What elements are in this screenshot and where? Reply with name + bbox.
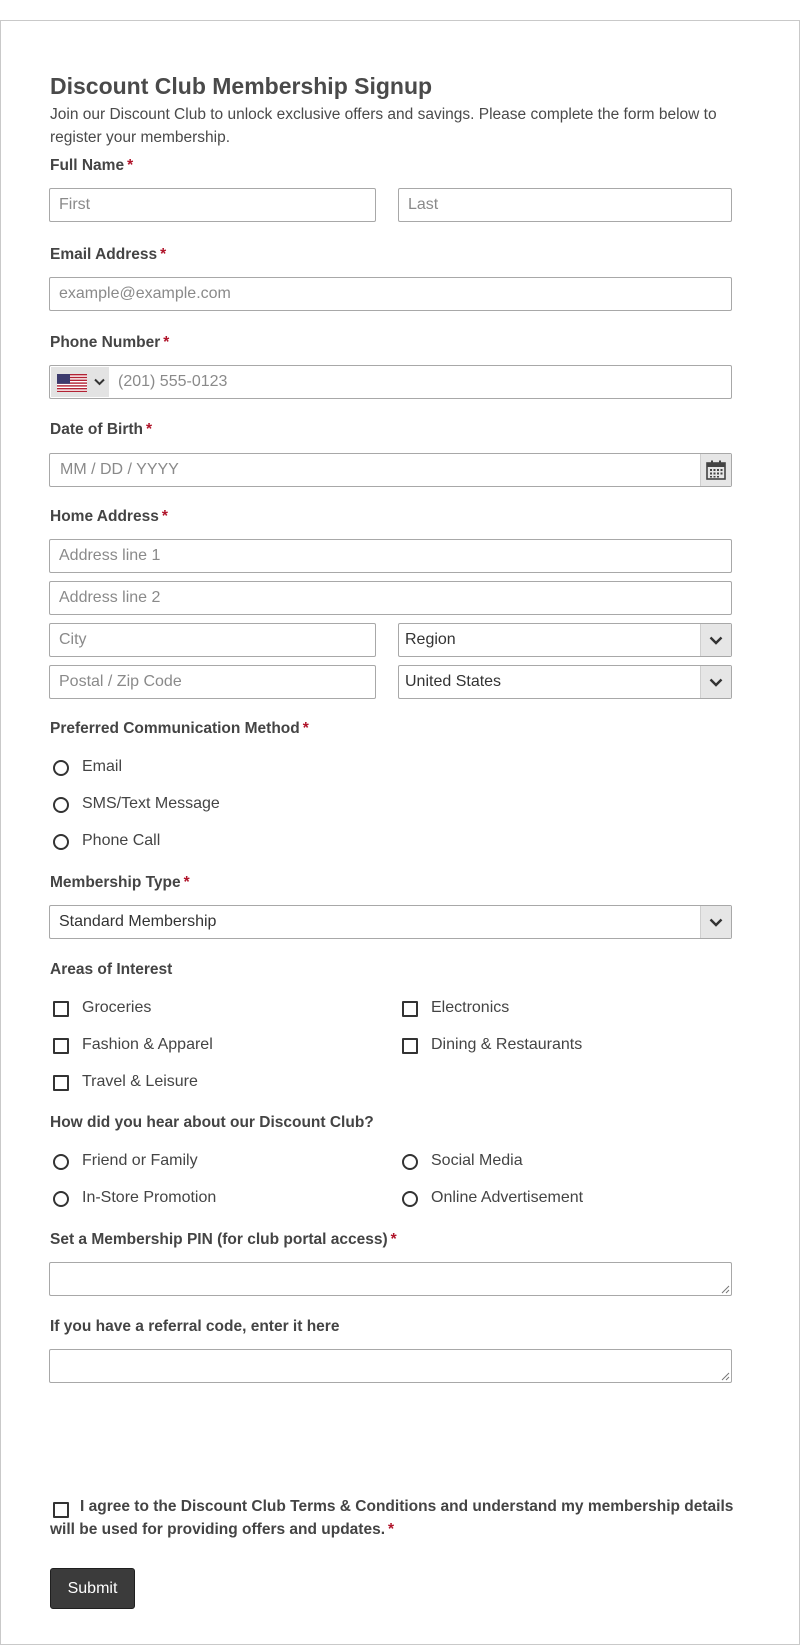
submit-button[interactable]: Submit (50, 1568, 135, 1609)
terms-checkbox[interactable] (53, 1502, 69, 1518)
referral-code-label: If you have a referral code, enter it here (50, 1318, 340, 1335)
checkbox[interactable] (402, 1001, 418, 1017)
form-title: Discount Club Membership Signup (50, 73, 433, 99)
checkbox[interactable] (53, 1075, 69, 1091)
terms-agreement: I agree to the Discount Club Terms & Conditions and understand my membership details will be used for providing offers and updates. * (50, 1498, 734, 1538)
country-code-selector[interactable] (51, 367, 109, 397)
region-select[interactable] (398, 623, 732, 657)
email-input[interactable] (49, 277, 732, 311)
city-input[interactable] (49, 623, 376, 657)
resize-grip-icon[interactable] (721, 1372, 730, 1381)
pin-input[interactable] (49, 1262, 732, 1296)
form-card: Discount Club Membership Signup Join our Discount Club to unlock exclusive offers and savings. Please complete the form below to register your membership. Full Name * First Last Email Address * example@example.com Phone Number * (201) 555-0123 Date of Birth * MM / DD / YYYY Home Address * Address line 1 Address line 2 City Region Postal / Zip Code United States Preferred Communication Method * Email SMS/Text Message Phone Call Membership Type * Standard Membership Areas of Interest Groceries Electronics Fashion & Apparel Dining & Restaurants Travel & Leisure How did you hear about our Discount Club? Friend or Family Social Media In-Store Promotion Online Advertisement Set a Membership PIN (for club portal access) * If you have a referral code, enter it here I agree to the Discount Club Terms & Conditions and understand my membership details will be used for providing offers and updates. * Submit (0, 20, 800, 1645)
dob-field (49, 453, 732, 487)
membership-select-value: Standard Membership (59, 913, 217, 930)
phone-input[interactable] (109, 366, 731, 398)
checkbox[interactable] (53, 1001, 69, 1017)
resize-grip-icon[interactable] (721, 1285, 730, 1294)
radio-button[interactable] (402, 1154, 418, 1170)
country-select-value: United States (405, 673, 502, 690)
referral-code-field (49, 1349, 732, 1383)
membership-select[interactable] (49, 905, 732, 939)
referral-source-label: How did you hear about our Discount Club? (50, 1114, 374, 1131)
radio-button[interactable] (53, 760, 69, 776)
dob-label: Date of Birth * (50, 421, 153, 438)
full-name-label: Full Name * (50, 157, 134, 174)
phone-field (49, 365, 732, 399)
phone-label: Phone Number * (50, 334, 170, 351)
postal-code-input[interactable] (49, 665, 376, 699)
radio-button[interactable] (53, 1191, 69, 1207)
radio-button[interactable] (53, 1154, 69, 1170)
radio-button[interactable] (53, 797, 69, 813)
chevron-down-icon (709, 918, 723, 927)
radio-button[interactable] (402, 1191, 418, 1207)
terms-text: I agree to the Discount Club Terms & Conditions and understand my membership details will be used for providing offers and updates. (50, 1498, 734, 1538)
email-label: Email Address * (50, 246, 167, 263)
region-select-arrow (700, 624, 731, 656)
chevron-down-icon (94, 378, 105, 386)
interests-label: Areas of Interest (50, 961, 173, 978)
dob-input[interactable] (50, 454, 698, 486)
pin-label: Set a Membership PIN (for club portal access) * (50, 1231, 397, 1248)
radio-button[interactable] (53, 834, 69, 850)
last-name-input[interactable] (398, 188, 732, 222)
date-picker-button[interactable] (700, 454, 731, 486)
referral-code-input[interactable] (49, 1349, 732, 1383)
calendar-icon (706, 460, 726, 480)
membership-label: Membership Type * (50, 874, 190, 891)
chevron-down-icon (709, 636, 723, 645)
address-line1-input[interactable] (49, 539, 732, 573)
us-flag-icon (57, 374, 87, 392)
communication-label: Preferred Communication Method * (50, 720, 309, 737)
region-select-value: Region (405, 631, 456, 648)
address-label: Home Address * (50, 508, 168, 525)
country-select-arrow (700, 666, 731, 698)
country-select[interactable] (398, 665, 732, 699)
first-name-input[interactable] (49, 188, 376, 222)
membership-select-arrow (700, 906, 731, 938)
form-description: Join our Discount Club to unlock exclusive offers and savings. Please complete the form below to register your membership. (50, 106, 717, 146)
checkbox[interactable] (53, 1038, 69, 1054)
checkbox[interactable] (402, 1038, 418, 1054)
pin-field (49, 1262, 732, 1296)
address-line2-input[interactable] (49, 581, 732, 615)
chevron-down-icon (709, 678, 723, 687)
